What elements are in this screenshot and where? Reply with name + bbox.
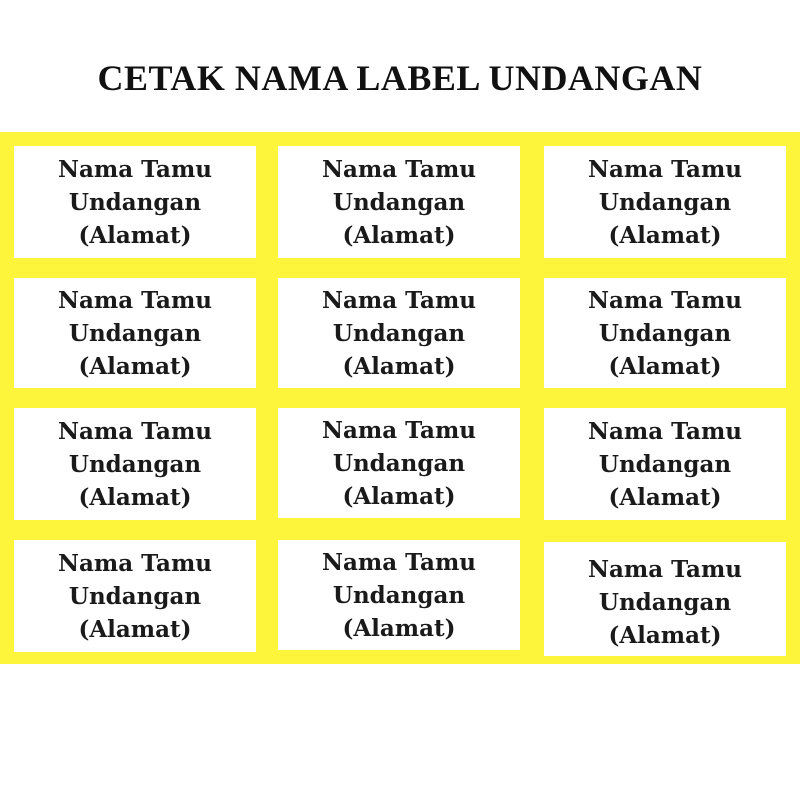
label-card xyxy=(278,146,520,258)
guest-name: Nama Tamu xyxy=(321,155,477,183)
guest-name: Nama Tamu xyxy=(321,286,477,314)
guest-address: (Alamat) xyxy=(608,221,722,249)
guest-name: Nama Tamu xyxy=(587,555,743,583)
label-card xyxy=(278,278,520,388)
label-card xyxy=(544,278,786,388)
label-card xyxy=(14,146,256,258)
invitation-text: Undangan xyxy=(598,188,732,216)
guest-name: Nama Tamu xyxy=(57,549,213,577)
label-card xyxy=(14,540,256,652)
guest-address: (Alamat) xyxy=(78,352,192,380)
invitation-text: Undangan xyxy=(332,581,466,609)
label-card xyxy=(544,146,786,258)
invitation-text: Undangan xyxy=(332,449,466,477)
label-card xyxy=(544,408,786,520)
guest-name: Nama Tamu xyxy=(587,286,743,314)
page-title: CETAK NAMA LABEL UNDANGAN xyxy=(97,58,703,98)
guest-address: (Alamat) xyxy=(342,352,456,380)
guest-address: (Alamat) xyxy=(342,221,456,249)
guest-address: (Alamat) xyxy=(608,621,722,649)
invitation-text: Undangan xyxy=(332,319,466,347)
guest-name: Nama Tamu xyxy=(57,155,213,183)
invitation-text: Undangan xyxy=(68,319,202,347)
invitation-text: Undangan xyxy=(598,319,732,347)
label-card xyxy=(544,542,786,656)
guest-address: (Alamat) xyxy=(342,482,456,510)
label-card xyxy=(278,408,520,518)
guest-address: (Alamat) xyxy=(608,352,722,380)
guest-name: Nama Tamu xyxy=(321,416,477,444)
label-card xyxy=(14,408,256,520)
guest-name: Nama Tamu xyxy=(587,417,743,445)
invitation-text: Undangan xyxy=(68,188,202,216)
guest-address: (Alamat) xyxy=(78,615,192,643)
guest-address: (Alamat) xyxy=(78,221,192,249)
invitation-text: Undangan xyxy=(598,450,732,478)
guest-name: Nama Tamu xyxy=(57,417,213,445)
guest-address: (Alamat) xyxy=(608,483,722,511)
guest-name: Nama Tamu xyxy=(57,286,213,314)
guest-address: (Alamat) xyxy=(342,614,456,642)
invitation-text: Undangan xyxy=(332,188,466,216)
invitation-text: Undangan xyxy=(68,582,202,610)
label-card xyxy=(278,540,520,650)
invitation-text: Undangan xyxy=(68,450,202,478)
label-sheet xyxy=(0,132,800,664)
label-card xyxy=(14,278,256,388)
guest-name: Nama Tamu xyxy=(321,548,477,576)
guest-address: (Alamat) xyxy=(78,483,192,511)
invitation-text: Undangan xyxy=(598,588,732,616)
guest-name: Nama Tamu xyxy=(587,155,743,183)
